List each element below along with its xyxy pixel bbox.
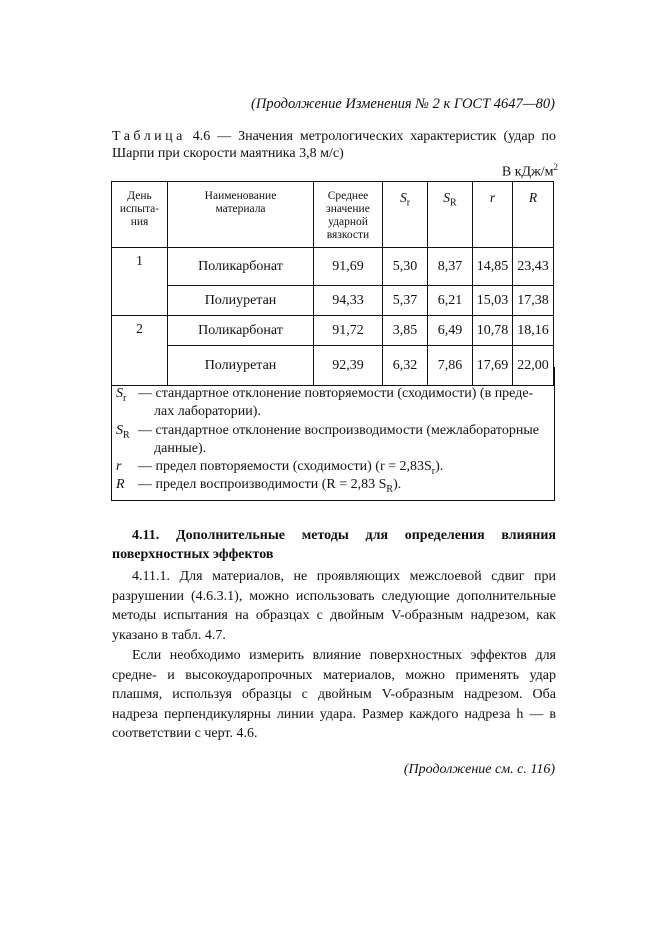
legend-symbol: r — [116, 459, 122, 474]
header-mean: Среднее значение ударной вязкости — [314, 182, 383, 248]
table-caption — [112, 128, 556, 162]
legend-text: — предел повторяемости (сходимости) $(r = 2,83S_r)$. — [138, 459, 444, 477]
header-sr — [383, 182, 428, 248]
cell-material: Полиуретан — [168, 346, 314, 386]
table-row — [112, 316, 554, 346]
table-row — [112, 286, 554, 316]
header-sR-sym: S — [443, 190, 451, 205]
table-header-row — [112, 182, 554, 248]
table-row — [112, 248, 554, 286]
cell-r: 14,85 — [473, 248, 513, 286]
cell-r: 10,78 — [473, 316, 513, 346]
cell-sr: 6,32 — [383, 346, 428, 386]
legend-text-cont: лах лаборатории). — [154, 404, 261, 419]
cell-material: Поликарбонат — [168, 248, 314, 286]
cell-mean: 91,72 — [314, 316, 383, 346]
cell-material: Поликарбонат — [168, 316, 314, 346]
cell-sR: 6,49 — [428, 316, 473, 346]
cell-sR: 8,37 — [428, 248, 473, 286]
section-title: 4.11. Дополнительные методы для определения влияния поверхностных эффектов — [112, 528, 556, 562]
table-caption-prefix: Таблица — [112, 129, 186, 144]
table-caption-text: 4.6 — Значения метрологических характеристик (удар по Шарпи при скорости маятника 3,8 м/с) — [112, 129, 556, 161]
paragraph-2: Если необходимо измерить влияние поверхностных эффектов для средне- и высокоударопрочных материалов, можно применять удар плашмя, используя образцы с двойным V-образным надрезом. Оба надреза перпендикулярны линии удара. Размер каждого надреза h — в соответствии с черт. 4.6. — [112, 648, 556, 741]
running-header: (Продолжение Изменения № 2 к ГОСТ 4647—80) — [251, 96, 555, 112]
metrology-table — [111, 181, 554, 386]
legend-text-cont: данные). — [154, 441, 207, 456]
header-sr-sub: r — [406, 197, 411, 209]
header-sR-sub: R — [450, 197, 457, 209]
cell-mean: 91,69 — [314, 248, 383, 286]
table-legend — [111, 367, 555, 501]
header-r: r — [473, 182, 513, 248]
cell-R: 18,16 — [513, 316, 554, 346]
legend-text: — предел воспроизводимости (R = 2,83 $S_R$). — [138, 477, 402, 495]
cell-r: 17,69 — [473, 346, 513, 386]
header-sr-sym: S — [399, 190, 407, 205]
legend-symbol: $S_R$ — [116, 423, 130, 441]
header-material: Наименование материала — [168, 182, 314, 248]
cell-sr: 3,85 — [383, 316, 428, 346]
cell-mean: 94,33 — [314, 286, 383, 316]
cell-R: 23,43 — [513, 248, 554, 286]
header-R: R — [513, 182, 554, 248]
cell-material: Полиуретан — [168, 286, 314, 316]
header-sR — [428, 182, 473, 248]
cell-day: 1 — [112, 248, 168, 316]
units-label — [502, 162, 558, 181]
cell-R: 22,00 — [513, 346, 554, 386]
cell-R: 17,38 — [513, 286, 554, 316]
cell-r: 15,03 — [473, 286, 513, 316]
paragraph-1: 4.11.1. Для материалов, не проявляющих межслоевой сдвиг при разрушении (4.6.3.1), можно использовать следующие дополнительные методы испытания на образцах с двойным V-образным надрезом, как указано в табл. 4.7. — [112, 569, 556, 643]
cell-day: 2 — [112, 316, 168, 386]
cell-sr: 5,30 — [383, 248, 428, 286]
legend-symbol: $S_r$ — [116, 386, 127, 404]
cell-sR: 7,86 — [428, 346, 473, 386]
legend-text: — стандартное отклонение повторяемости (сходимости) (в преде- — [138, 386, 534, 401]
continuation-note: (Продолжение см. с. 116) — [403, 762, 555, 777]
legend-symbol: R — [116, 477, 125, 492]
units-base: В кДж/м — [501, 164, 554, 180]
legend-text: — стандартное отклонение воспроизводимости (межлабораторные — [138, 423, 539, 438]
units-exp: 2 — [553, 162, 558, 172]
header-day: День испыта-ния — [112, 182, 168, 248]
cell-sR: 6,21 — [428, 286, 473, 316]
cell-sr: 5,37 — [383, 286, 428, 316]
cell-mean: 92,39 — [314, 346, 383, 386]
